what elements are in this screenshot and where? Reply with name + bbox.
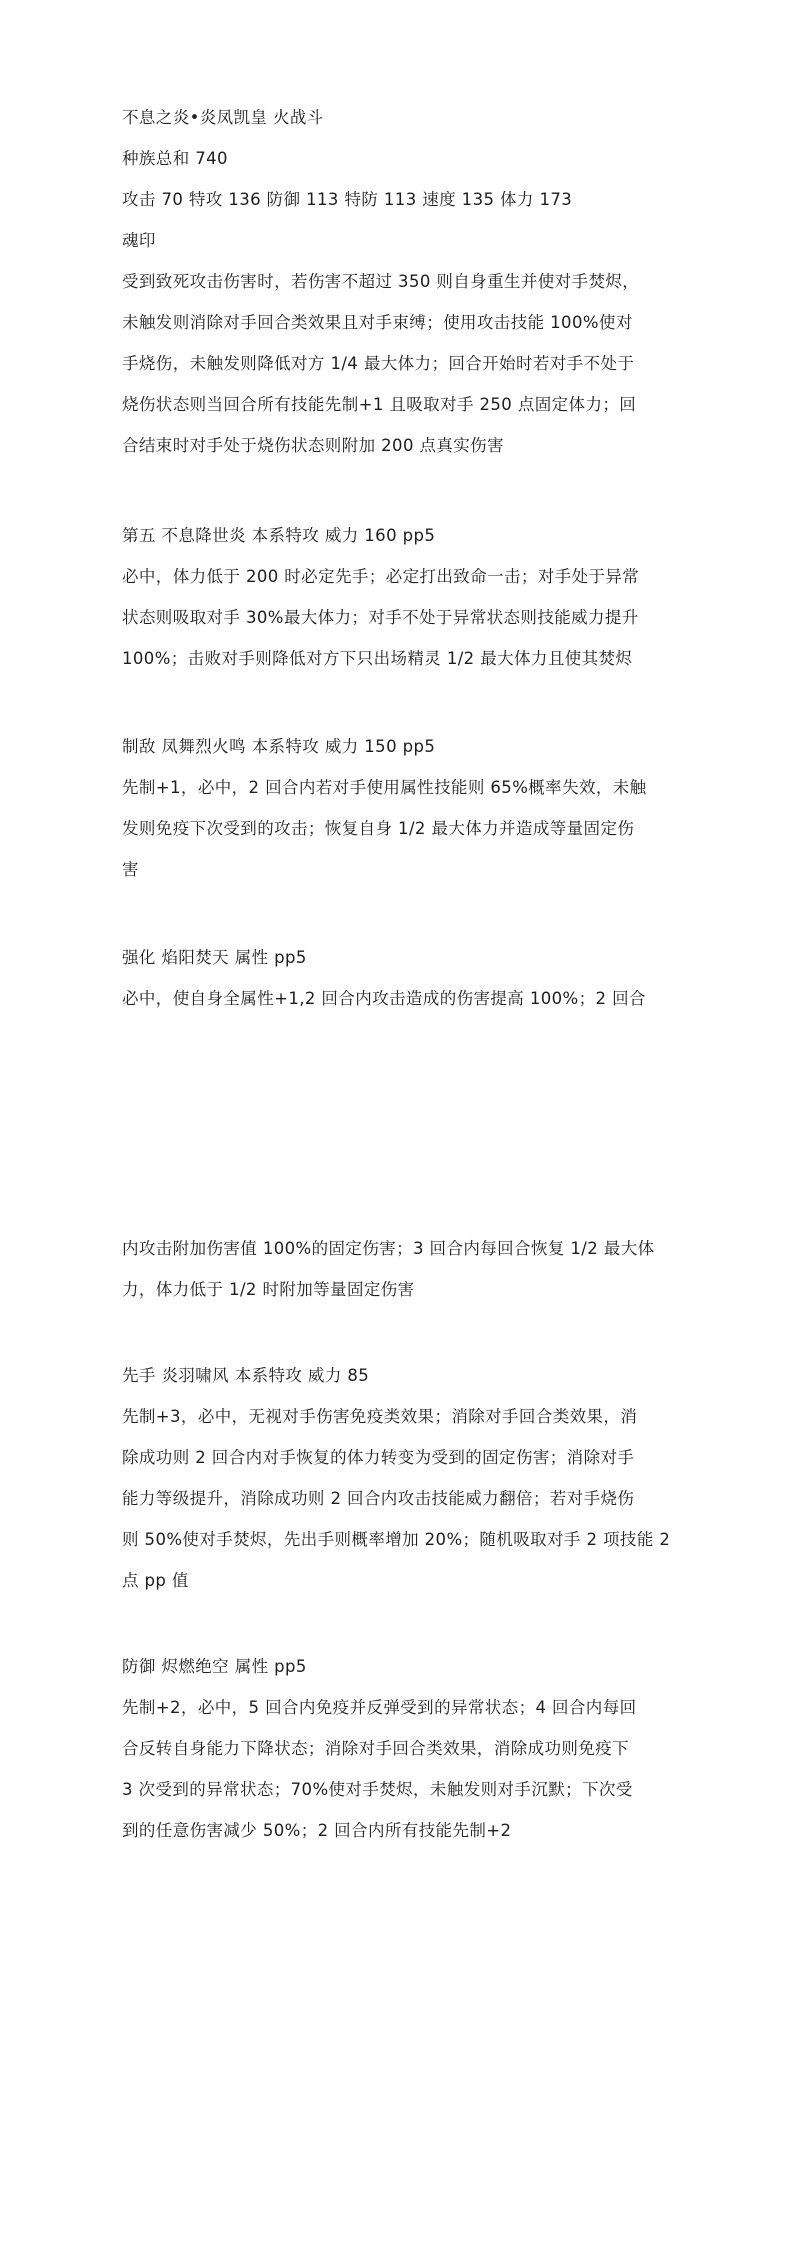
creature-info-section — [122, 97, 682, 466]
skill-strengthen-section — [122, 937, 682, 1019]
skill-heading: 防御 烬燃绝空 属性 pp5 — [122, 1657, 307, 1676]
skill-first-section — [122, 1355, 682, 1601]
skill-text-line: 除成功则 2 回合内对手恢复的体力转变为受到的固定伤害；消除对手 — [122, 1448, 635, 1467]
soul-mark-text-line: 未触发则消除对手回合类效果且对手束缚；使用攻击技能 100%使对 — [122, 313, 633, 332]
stats-line: 攻击 70 特攻 136 防御 113 特防 113 速度 135 体力 173 — [122, 190, 573, 209]
skill-text-line: 发则免疫下次受到的攻击；恢复自身 1/2 最大体力并造成等量固定伤 — [122, 819, 635, 838]
skill-heading: 先手 炎羽啸风 本系特攻 威力 85 — [122, 1366, 370, 1385]
skill-control-section — [122, 726, 682, 890]
soul-mark-heading: 魂印 — [122, 231, 156, 250]
skill-text-line: 合反转自身能力下降状态；消除对手回合类效果，消除成功则免疫下 — [122, 1739, 629, 1758]
skill-text-line: 到的任意伤害减少 50%；2 回合内所有技能先制+2 — [122, 1821, 512, 1840]
race-total: 种族总和 740 — [122, 149, 228, 168]
soul-mark-text-line: 手烧伤，未触发则降低对方 1/4 最大体力；回合开始时若对手不处于 — [122, 354, 635, 373]
skill-text-line: 先制+1，必中，2 回合内若对手使用属性技能则 65%概率失效，未触 — [122, 778, 647, 797]
skill-text-line: 内攻击附加伤害值 100%的固定伤害；3 回合内每回合恢复 1/2 最大体 — [122, 1239, 655, 1258]
soul-mark-text-line: 合结束时对手处于烧伤状态则附加 200 点真实伤害 — [122, 436, 504, 455]
creature-title: 不息之炎•炎凤凯皇 火战斗 — [122, 108, 324, 127]
skill-heading: 第五 不息降世炎 本系特攻 威力 160 pp5 — [122, 526, 436, 545]
skill-heading: 制敌 凤舞烈火鸣 本系特攻 威力 150 pp5 — [122, 737, 436, 756]
skill-text-line: 100%；击败对手则降低对方下只出场精灵 1/2 最大体力且使其焚烬 — [122, 649, 633, 668]
skill-text-line: 必中，体力低于 200 时必定先手；必定打出致命一击；对手处于异常 — [122, 567, 640, 586]
skill-strengthen-continued — [122, 1228, 682, 1310]
skill-text-line: 则 50%使对手焚烬，先出手则概率增加 20%；随机吸取对手 2 项技能 2 — [122, 1530, 671, 1549]
skill-text-line: 点 pp 值 — [122, 1571, 189, 1590]
skill-fifth-section — [122, 515, 682, 679]
soul-mark-text-line: 烧伤状态则当回合所有技能先制+1 且吸取对手 250 点固定体力；回 — [122, 395, 637, 414]
skill-text-line: 先制+3，必中，无视对手伤害免疫类效果；消除对手回合类效果，消 — [122, 1407, 638, 1426]
skill-heading: 强化 焰阳焚天 属性 pp5 — [122, 948, 307, 967]
skill-defense-section — [122, 1646, 682, 1851]
skill-text-line: 能力等级提升，消除成功则 2 回合内攻击技能威力翻倍；若对手烧伤 — [122, 1489, 635, 1508]
skill-text-line: 害 — [122, 860, 139, 879]
soul-mark-text-line: 受到致死攻击伤害时，若伤害不超过 350 则自身重生并使对手焚烬， — [122, 272, 640, 291]
skill-text-line: 力，体力低于 1/2 时附加等量固定伤害 — [122, 1280, 415, 1299]
skill-text-line: 3 次受到的异常状态；70%使对手焚烬，未触发则对手沉默；下次受 — [122, 1780, 633, 1799]
skill-text-line: 先制+2，必中，5 回合内免疫并反弹受到的异常状态；4 回合内每回 — [122, 1698, 637, 1717]
skill-text-line: 必中，使自身全属性+1,2 回合内攻击造成的伤害提高 100%；2 回合 — [122, 989, 646, 1008]
skill-text-line: 状态则吸取对手 30%最大体力；对手不处于异常状态则技能威力提升 — [122, 608, 639, 627]
